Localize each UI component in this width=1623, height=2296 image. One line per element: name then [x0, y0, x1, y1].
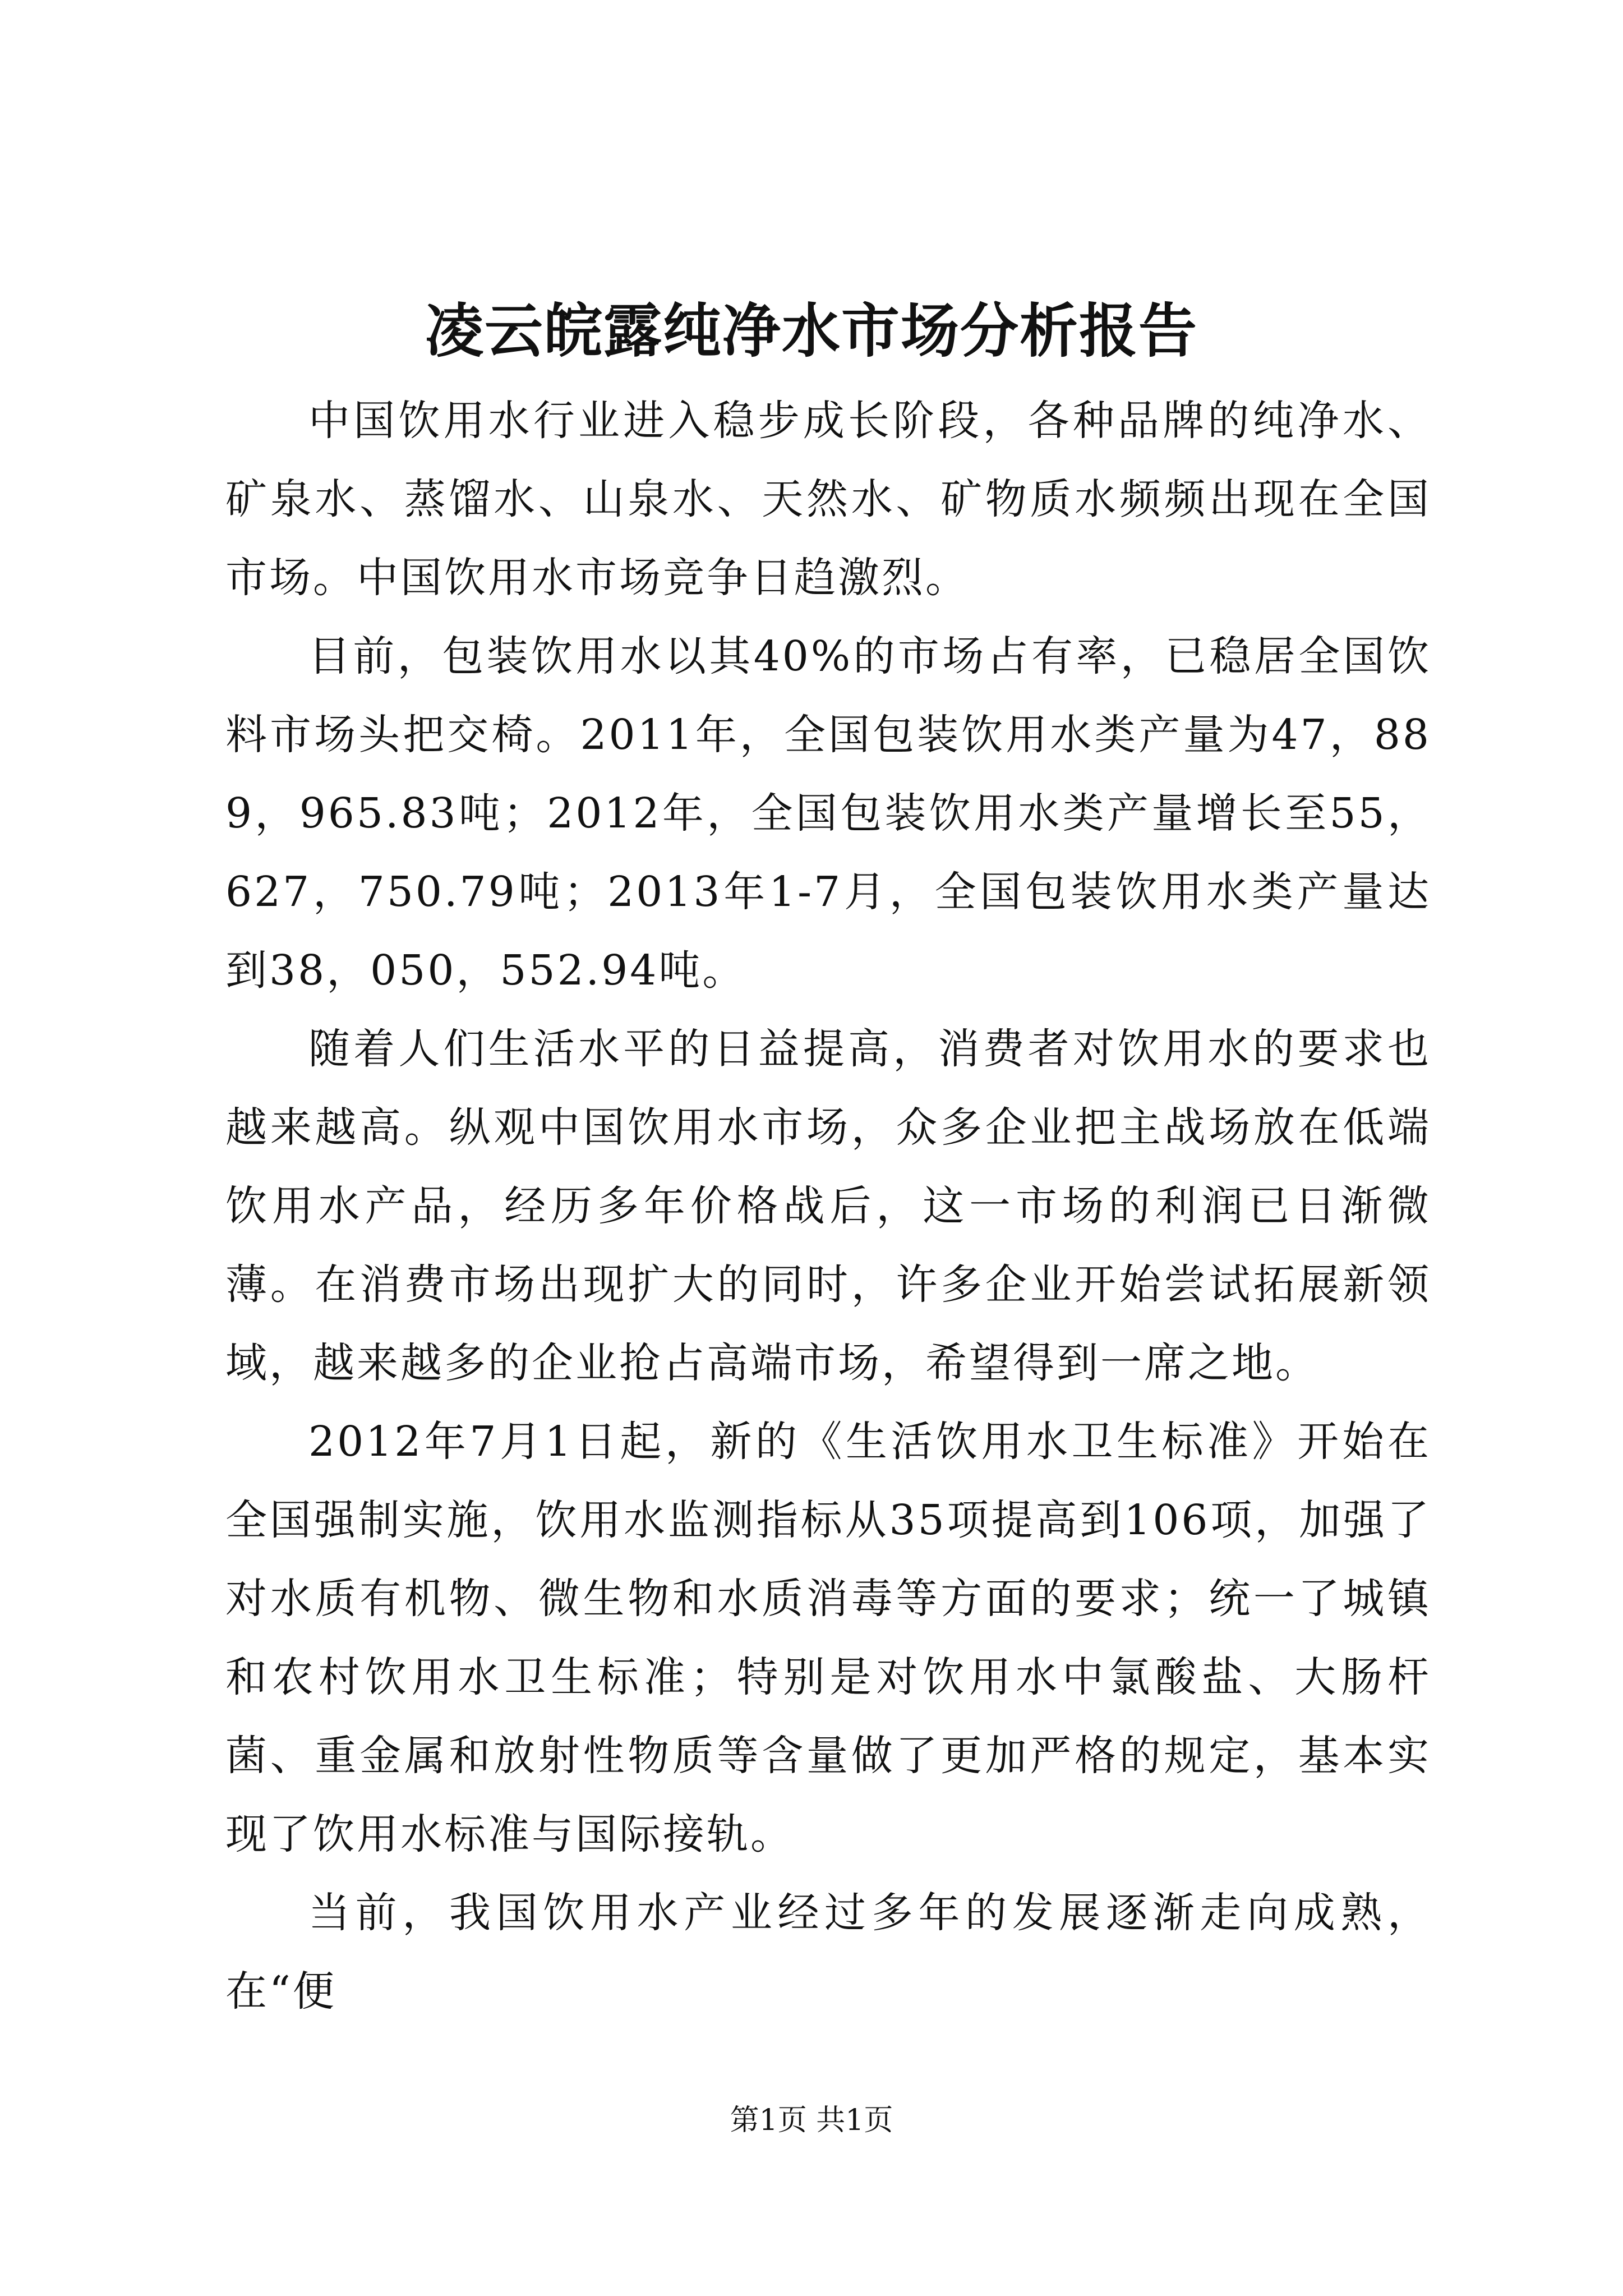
page-footer: 第1页 共1页: [730, 2104, 893, 2137]
document-body: [225, 381, 1431, 2031]
paragraph-2: 目前，包装饮用水以其40%的市场占有率，已稳居全国饮料市场头把交椅。2011年，全国包装饮用水类产量为47，889，965.83吨；2012年，全国包装饮用水类产量增长至55，627，750.79吨；2013年1-7月，全国包装饮用水类产量达到38，050，552.94吨。: [225, 632, 1431, 995]
paragraph-5: 当前，我国饮用水产业经过多年的发展逐渐走向成熟，在“便: [225, 1889, 1431, 2016]
document-title: 凌云皖露纯净水市场分析报告: [425, 296, 1198, 365]
paragraph-1: 中国饮用水行业进入稳步成长阶段，各种品牌的纯净水、矿泉水、蒸馏水、山泉水、天然水、矿物质水频频出现在全国市场。中国饮用水市场竞争日趋激烈。: [225, 397, 1431, 602]
paragraph-3: 随着人们生活水平的日益提高，消费者对饮用水的要求也越来越高。纵观中国饮用水市场，众多企业把主战场放在低端饮用水产品，经历多年价格战后，这一市场的利润已日渐微薄。在消费市场出现扩大的同时，许多企业开始尝试拓展新领域，越来越多的企业抢占高端市场，希望得到一席之地。: [225, 1025, 1431, 1387]
paragraph-4: 2012年7月1日起，新的《生活饮用水卫生标准》开始在全国强制实施，饮用水监测指标从35项提高到106项，加强了对水质有机物、微生物和水质消毒等方面的要求；统一了城镇和农村饮用水卫生标准；特别是对饮用水中氯酸盐、大肠杆菌、重金属和放射性物质等含量做了更加严格的规定，基本实现了饮用水标准与国际接轨。: [225, 1418, 1431, 1858]
